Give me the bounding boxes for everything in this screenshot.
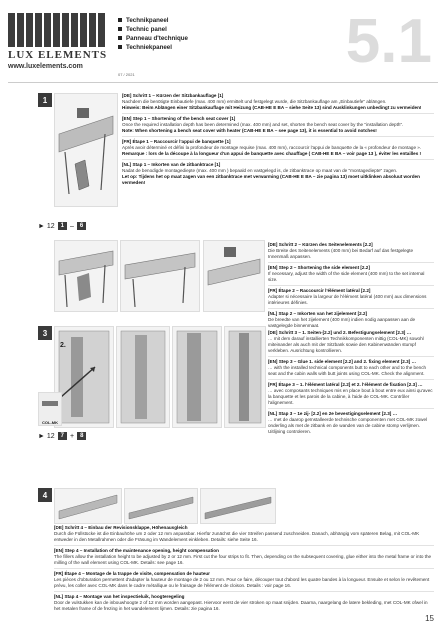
ref-separator: – [70,222,74,230]
step2-nl-heading: [NL] Stap 2 – Inkorten van het zijelement [2.2] [268,311,368,316]
step1-en-text: Once the required installation depth has been determined (max. 400 mm) and set, shorten the bench seat cover by the "installation depth". [122,122,404,127]
step-badge-3: 3 [38,326,52,340]
step4-nl-text: Door de vulstukken kan de inbouwhoogte 2 of 12 mm worden aangepast. Hiervoor eerst de vier stroken op maat snijden. Daarna, naargelang de latere bekleding, met COL-MK ofwel in het metalen frame of de frezing in het wandelement lijmen. Details: zie pagina 16. [54,600,428,611]
edition-date: 07 / 2021 [118,72,135,77]
title-fr: Panneau d'technique [118,34,188,43]
brand-logo [8,13,108,75]
step1-de-text: Nachdem die benötigte Einbautiefe (max. 400 mm) ermittelt und festgelegt wurde, die Sitzbankauflage am „Einbautiefe" ablängen. [122,99,387,104]
text-block-step-3 [268,330,434,435]
step1-fr-heading: [FR] Étape 1 – Raccourcir l'appui de banquette [1] [122,139,231,144]
ref-tag-end: 8 [77,432,86,440]
header-divider [8,82,438,83]
illustration-step-2b [120,240,200,312]
step3-en-text: … with the installed technical components butt to each other and to the bench seat and the cabin walls with butt joints using COL-MK. Check the alignment. [268,365,427,376]
step1-en-heading: [EN] Step 1 – Shortening of the bench seat cover [1] [122,116,236,121]
step1-nl-note: Let op: Tijdens het op maat zagen van een zitbanktrace met verwarming (CAB-HE E BA – zie pagina 13) moet uitklinken absoluut worden vermeden! [122,174,420,185]
step1-en-note: Note: When shortening a bench seat cover with heater (CAB-HE E BA – see page 13), it is essential to avoid notches! [122,128,377,133]
col-mk-label: COL-MK [42,420,58,425]
ref-arrow: ► 12 [38,432,55,440]
step1-fr-note: Remarque : lors de la découpe à la longueur d'un appui de banquette avec chauffage ( CAB-HE E BA – voir page 13 ), éviter les entailles ! [122,151,422,156]
ref-tag-start: 7 [58,432,67,440]
illustration-step-1 [54,93,118,207]
step-badge-4: 4 [38,488,52,502]
step2-en-text: If necessary, adjust the width of the side element (400 mm) to the set internal size. [268,271,425,282]
col-mk-inset [38,392,62,426]
section-number: 5.1 [345,7,432,76]
brand-name: LUX ELEMENTS [8,49,108,61]
step3-fr-text: … avec composants techniques mis en place bout à bout entre eux ainsi qu'avec la banquette et les parois de la cabine, à l'aide de COL-MK. Contrôler l'alignement. [268,388,433,405]
label-step-2: 2. [60,342,66,349]
step2-en-heading: [EN] Step 2 – Shortening the side element [2.2] [268,265,370,270]
step2-fr-heading: [FR] Étape 2 – Raccourcir l'élément latéral [2.2] [268,288,371,293]
ref-separator: + [70,432,75,440]
illustration-step-3b [116,326,170,428]
text-block-step-4 [54,525,434,612]
step4-en-heading: [EN] Step 4 – Installation of the maintenance opening, height compensation [54,548,219,553]
step3-fr-heading: [FR] Étape 3 – 1. l'élément latéral [2.2] et 2. l'élément de fixation [2.3] … [268,382,423,387]
illustration-step-2a [54,240,118,312]
step4-nl-heading: [NL] Stap 4 – Montage van het inspectieluik, hoogteregeling [54,594,185,599]
illustration-step-4c [200,488,276,524]
logo-mark [8,13,108,47]
illustration-step-4a [54,488,122,524]
title-en: Technic panel [118,25,188,34]
step3-nl-text: … met de daarop geïnstalleerde technische componenten met COL-MK zowel onderling als met de zitbank en de wanden van de cabine stomp verlijmen. Uitlijning controleren. [268,417,428,434]
step4-de-text: Durch die Füllstücke ist die Einbauhöhe um 2 oder 12 mm anpassbar. Hierfür zunächst die vier Streifen passend zuschneiden. Danach, abhängig vom späteren Belag, mit COL-MK entweder in den Metallrahmen oder die Fräsung im Wandelement einkleben. Details: siehe Seite 16. [54,531,420,542]
illustration-step-3c [172,326,222,428]
step1-de-note: Hinweis: Beim Ablängen einer Sitzbankauflage mit Heizung (CAB-HE E BA – siehe Seite 13) sind Ausklinkungen unbedingt zu vermeiden! [122,105,422,110]
step4-en-text: The fillers allow the installation height to be adjusted by 2 or 12 mm. First cut the four strips to fit. Then, depending on the subsequent covering, glue either into the metal frame or into the milling of the wall element using COL-MK. Details: see page 16. [54,554,432,565]
step1-nl-text: Nadat de benodigde montagediepte (max. 400 mm ) bepaald en vastgelegd is, de zitbanktrace op maat van de "montagediepte" zagen. [122,168,398,173]
step3-de-text: … mit dem darauf installierten Technikkomponenten mittig (COL-MK) sowohl miteinander als auch mit der Sitzbank sowie den Kabinenwänden stumpf verkleben. Ausrichtung kontrollieren. [268,336,424,353]
illustration-step-4b [124,488,198,524]
step4-de-heading: [DE] Schritt 4 – Einbau der Revisionsklappe, Höhenausgleich [54,525,188,530]
ref-tag-end: 6 [77,222,86,230]
title-de: Technikpaneel [118,16,188,25]
ref-tag-start: 1 [58,222,67,230]
section-titles [118,16,188,52]
step4-fr-text: Les pièces d'obturation permettent d'adapter la hauteur de montage de 2 ou 12 mm. Pour ce faire, découper tout d'abord les quatre bandes à la longueur. Ensuite et selon le revêtement prévu, les coller avec COL-MK dans le cadre métallique ou le fraisage de l'élément de cloison. Details : voir page 16. [54,577,430,588]
step2-de-heading: [DE] Schritt 2 – Kürzen des Seitenelements [2.2] [268,242,373,247]
step1-de-heading: [DE] Schritt 1 – Kürzen der Sitzbankauflage [1] [122,93,224,98]
step2-de-text: Die Breite des Seitenelements (400 mm) bei Bedarf auf das festgelegte Innenmaß anpassen. [268,248,414,259]
step1-nl-heading: [NL] Stap 1 – Inkorten van de zitbanktrace [1] [122,162,221,167]
step3-de-heading: [DE] Schritt 3 – 1. Seiten-[2.2] und 2. Befestigungselement [2.3] … [268,330,412,335]
reference-steps-1-6 [38,222,86,230]
title-nl: Techniekpaneel [118,43,188,52]
page-number: 15 [425,614,434,623]
step4-fr-heading: [FR] Étape 4 – Montage de la trappe de visite, compensation de hauteur [54,571,210,576]
step3-nl-heading: [NL] Stap 3 – 1e zij- [2.2] en 2e bevestigingselement [2.3] … [268,411,398,416]
step3-en-heading: [EN] Step 3 – Glue 1. side element [2.2] and 2. fixing element [2.3] … [268,359,417,364]
step2-nl-text: De breedte van het zijelement (400 mm) indien nodig aanpassen aan de vastgelegde binnenmaat. [268,317,416,328]
step2-fr-text: Adapter si nécessaire la largeur de l'élément latéral (400 mm) aux dimensions intérieures définies. [268,294,427,305]
step-badge-1: 1 [38,93,52,107]
illustration-step-2c [203,240,265,312]
text-block-step-1 [122,93,434,186]
ref-arrow: ► 12 [38,222,55,230]
website-url: www.luxelements.com [8,63,83,70]
illustration-step-3d [224,326,266,428]
step1-fr-text: Après avoir déterminé et défini la profondeur de montage requise (max. 400 mm), raccourcir l'appui de banquette de la « profondeur de montage ». [122,145,422,150]
text-block-step-2 [268,242,434,329]
reference-steps-7-8 [38,432,86,440]
